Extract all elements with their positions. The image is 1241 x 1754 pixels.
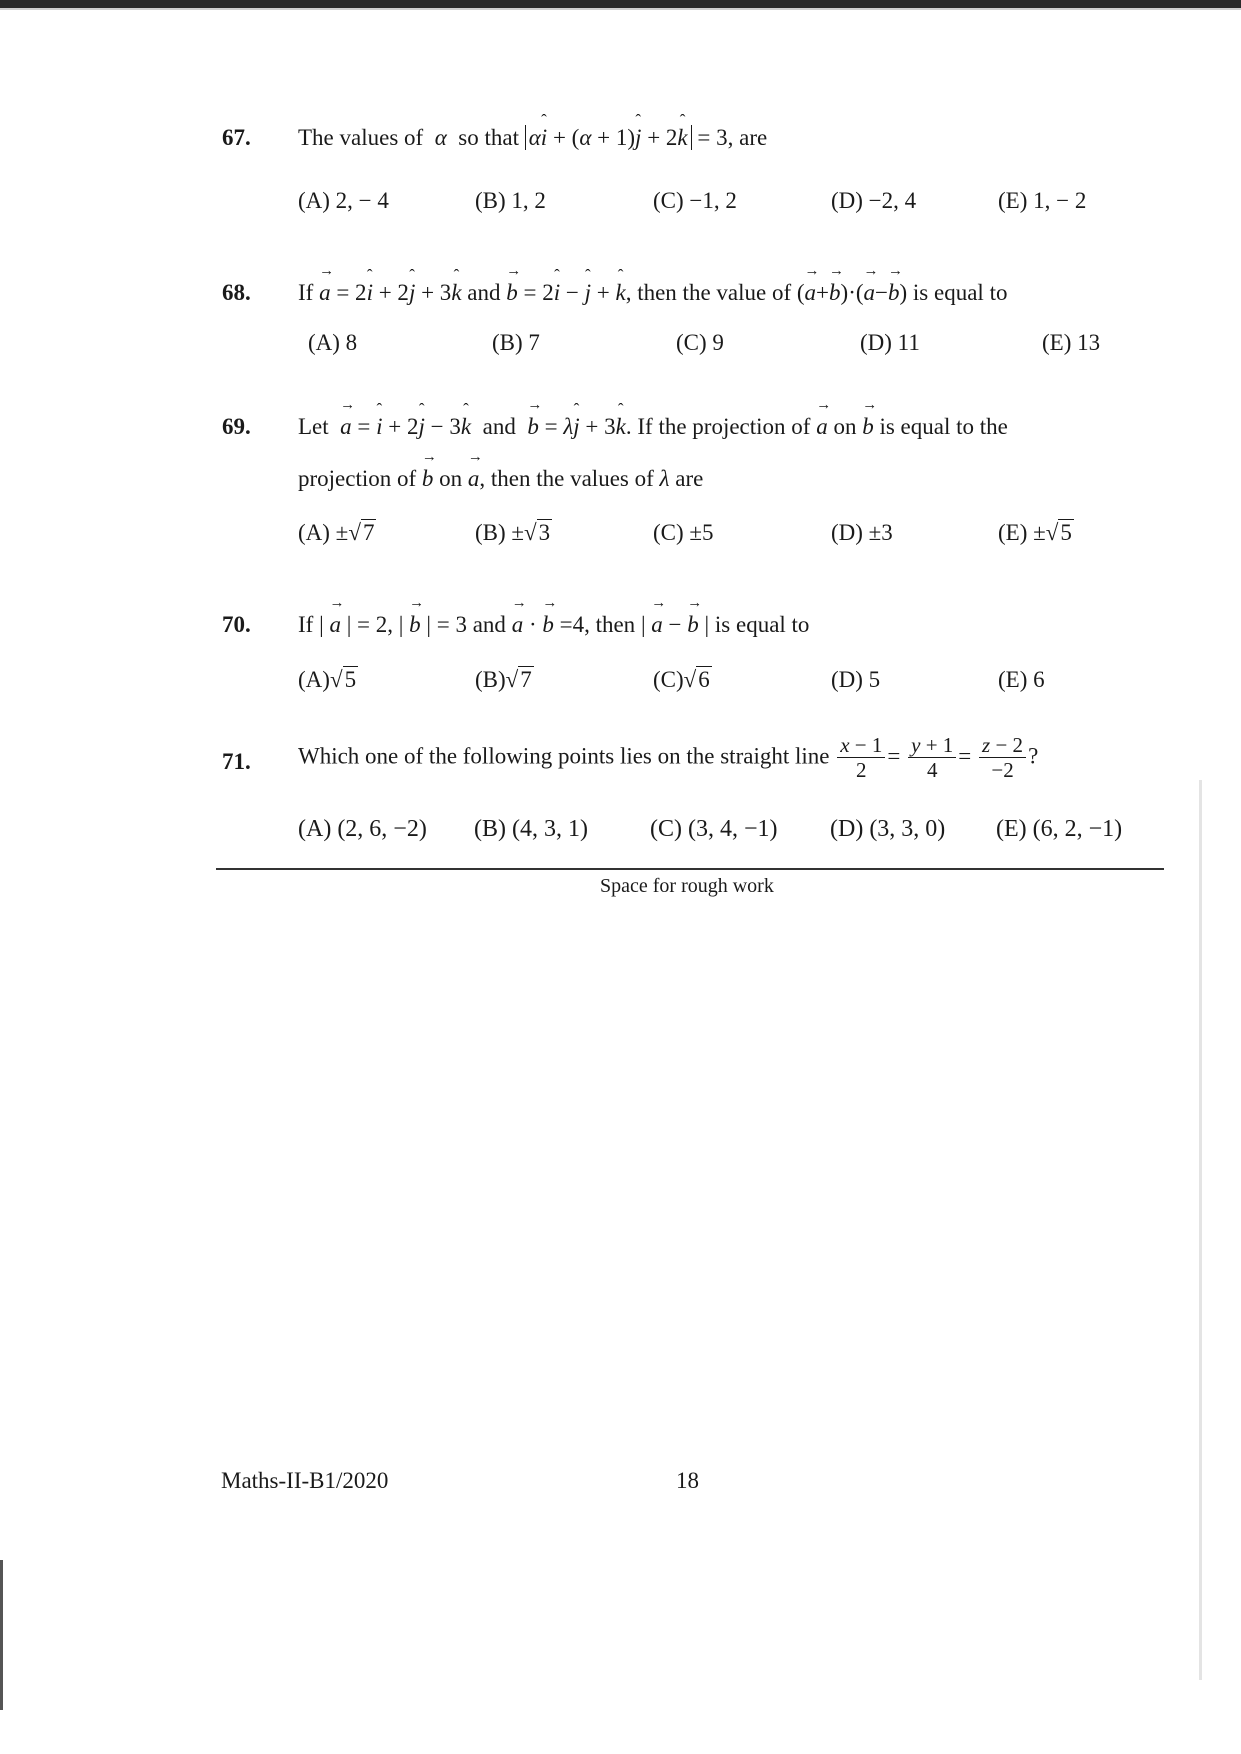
magnitude-expression: αˆ i + (α + 1)ˆ j + 2ˆ k	[525, 125, 692, 150]
option-b[interactable]: (B) 7	[492, 330, 540, 355]
option-a[interactable]: (A) 2, − 4	[298, 188, 389, 213]
option-b[interactable]: (B) (4, 3, 1)	[474, 816, 588, 842]
option-e[interactable]: (E) 13	[1042, 330, 1101, 355]
option-c[interactable]: (C) ±5	[653, 520, 714, 545]
scan-edge-shadow	[1199, 780, 1202, 1680]
option-e[interactable]: (E) 6	[998, 667, 1045, 692]
option-e[interactable]: (E) 1, − 2	[998, 188, 1087, 213]
option-a[interactable]: (A)√5	[298, 667, 357, 692]
scan-top-edge	[0, 0, 1241, 8]
scan-top-line	[0, 8, 1241, 10]
option-d[interactable]: (D) −2, 4	[831, 188, 917, 213]
option-e[interactable]: (E) ±√5	[998, 520, 1072, 545]
scan-left-edge	[0, 1560, 3, 1710]
option-e[interactable]: (E) (6, 2, −1)	[996, 816, 1123, 842]
fraction-y: $\frac{y + 1}{4}$	[908, 734, 956, 782]
option-d[interactable]: (D) (3, 3, 0)	[830, 816, 946, 842]
question-number: 71.	[222, 749, 251, 774]
option-b[interactable]: (B)√7	[475, 667, 532, 692]
option-b[interactable]: (B) 1, 2	[475, 188, 546, 213]
question-number: 69.	[222, 414, 251, 439]
option-a[interactable]: (A) (2, 6, −2)	[298, 816, 427, 842]
question-stem: Which one of the following points lies on the straight line $\frac{x - 1}{2}$ = $\frac{y + 1}{4}$ = $\frac{z - 2}{-2}$ ?	[298, 733, 1039, 783]
option-c[interactable]: (C)√6	[653, 667, 710, 692]
option-c[interactable]: (C) 9	[676, 330, 724, 355]
option-b[interactable]: (B) ±√3	[475, 520, 551, 545]
question-number: 68.	[222, 280, 251, 305]
page-number: 18	[676, 1468, 699, 1493]
option-d[interactable]: (D) ±3	[831, 520, 893, 545]
question-stem: If | → a | = 2, | → b | = 3 and → a · → b =4, then | → a − → b | is equal to	[298, 611, 1188, 639]
question-stem: The values of α so that αˆ i + (α + 1)ˆ j + 2ˆ k = 3, are	[298, 124, 1188, 152]
rough-work-label: Space for rough work	[600, 875, 774, 897]
question-stem: If → a = 2ˆ i + 2ˆ j + 3ˆ k and → b = 2ˆ i − ˆ j + ˆ k, then the value of (→ a+→ b)·(→ a−→ b) is equal to	[298, 279, 1188, 307]
option-a[interactable]: (A) 8	[308, 330, 358, 355]
fraction-x: $\frac{x - 1}{2}$	[837, 734, 885, 782]
option-c[interactable]: (C) (3, 4, −1)	[650, 816, 778, 842]
divider-line	[216, 868, 1164, 870]
option-d[interactable]: (D) 5	[831, 667, 881, 692]
option-a[interactable]: (A) ±√7	[298, 520, 375, 545]
question-number: 70.	[222, 612, 251, 637]
paper-code: Maths-II-B1/2020	[221, 1468, 389, 1493]
option-c[interactable]: (C) −1, 2	[653, 188, 737, 213]
question-stem: Let → a = ˆ i + 2ˆ j − 3ˆ k and → b = λˆ j + 3ˆ k. If the projection of → a on → b is equal to the	[298, 413, 1188, 441]
option-d[interactable]: (D) 11	[860, 330, 920, 355]
question-stem-line2: projection of → b on → a, then the values of λ are	[298, 465, 703, 493]
question-number: 67.	[222, 125, 251, 150]
fraction-z: $\frac{z - 2}{-2}$	[979, 734, 1026, 782]
